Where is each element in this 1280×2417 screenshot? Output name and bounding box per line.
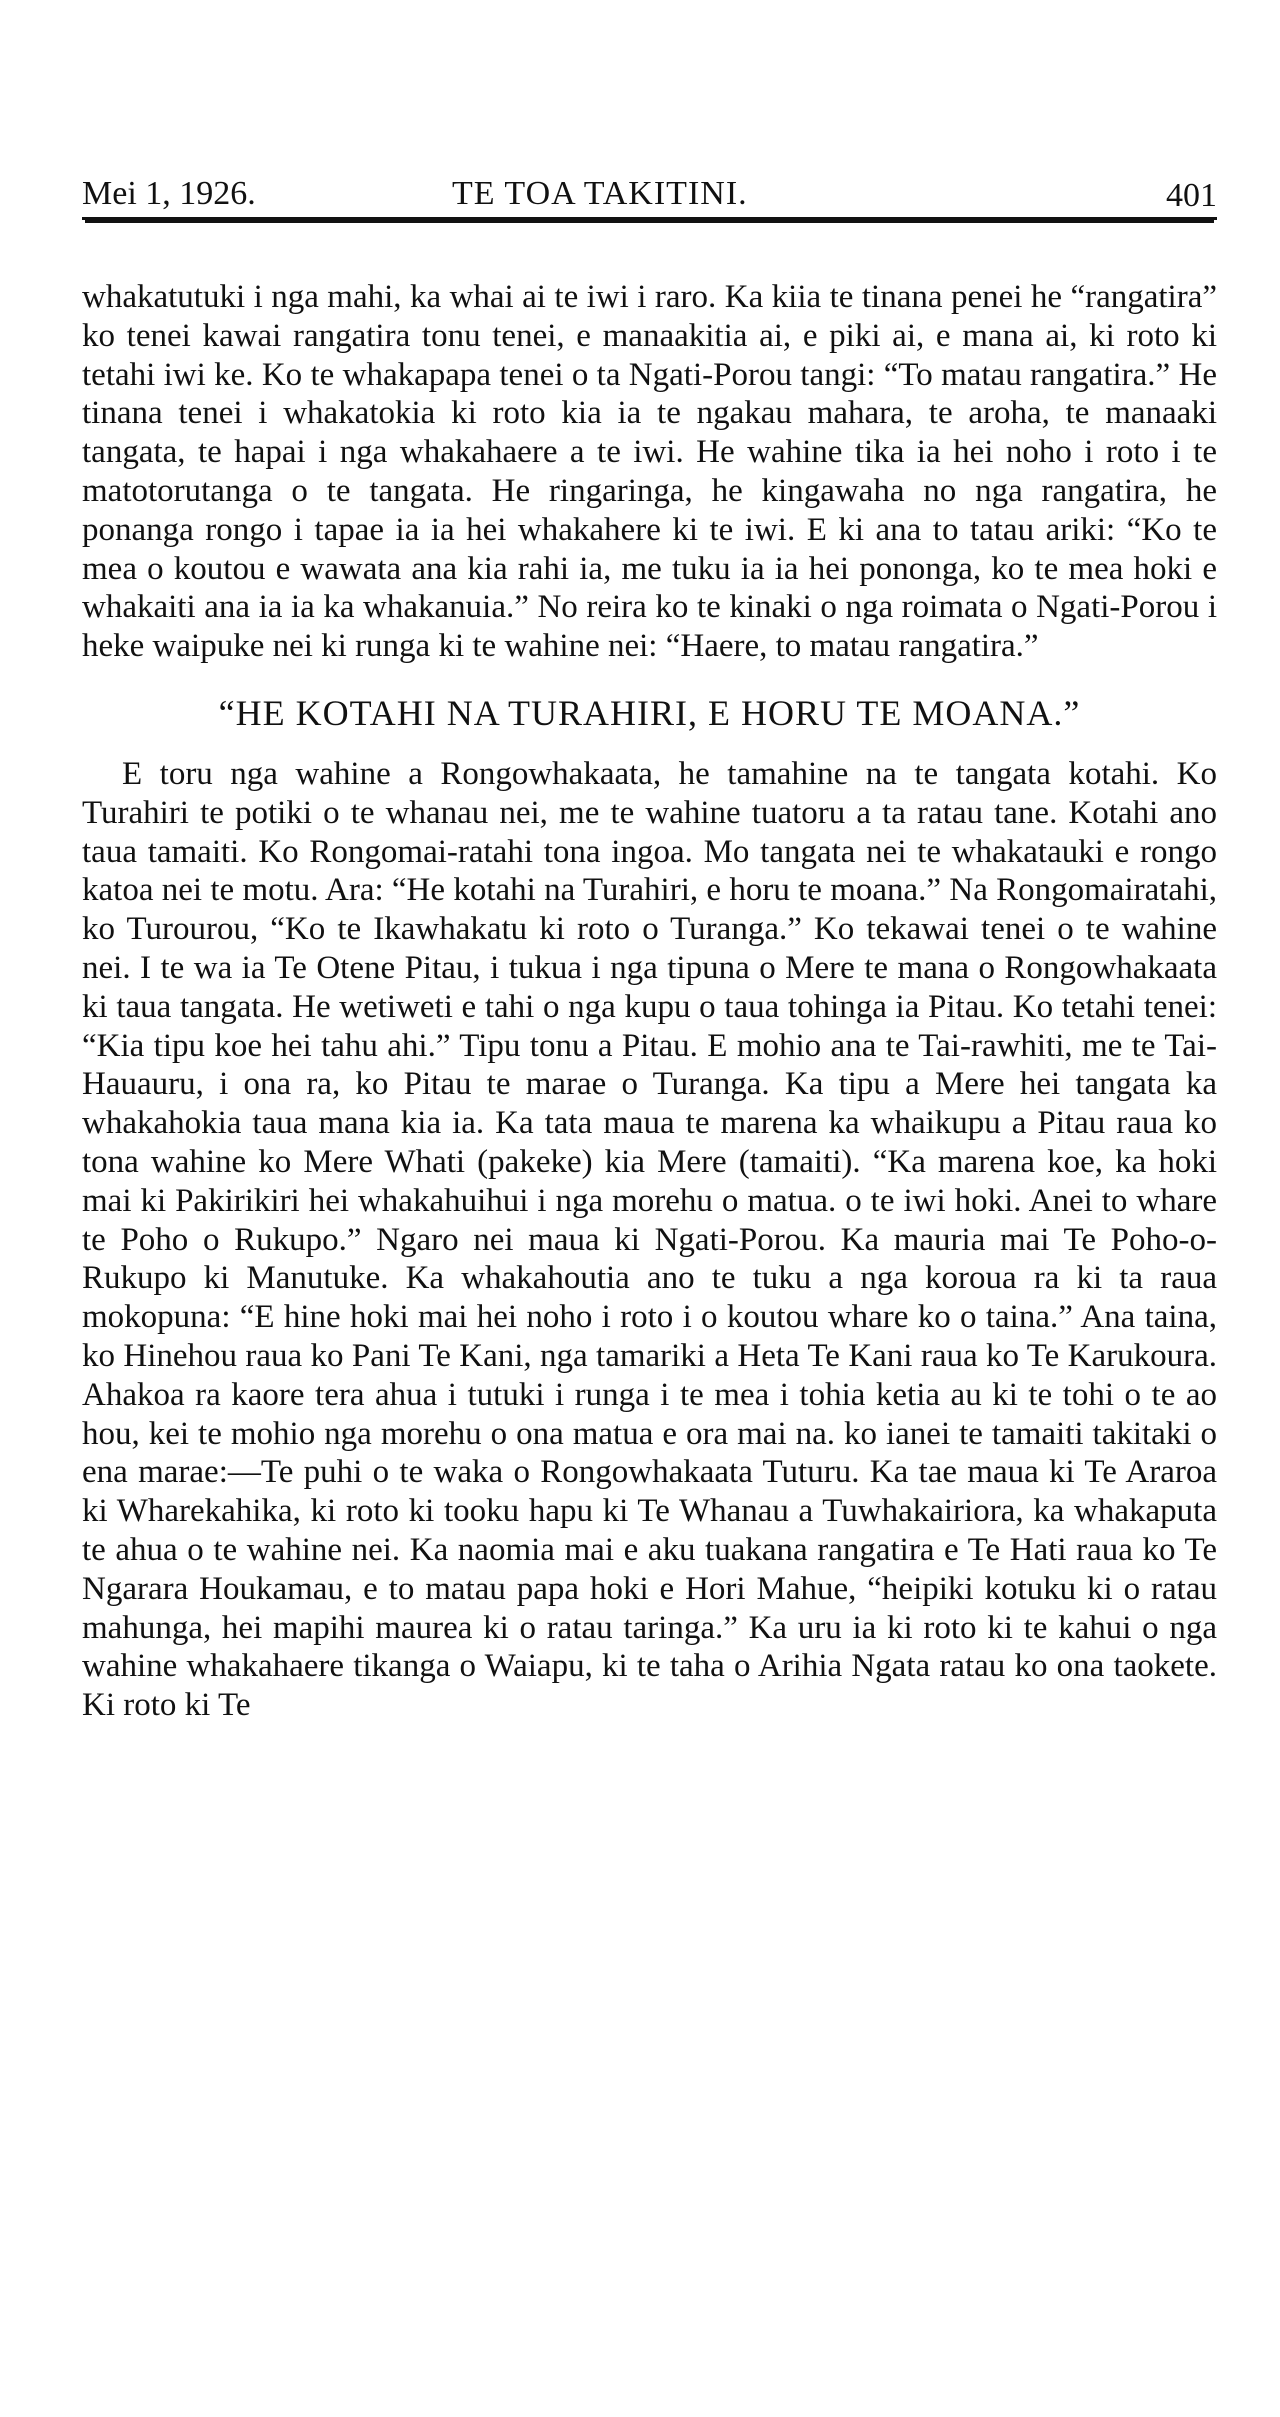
article-body bbox=[82, 278, 1217, 1725]
issue-date: Mei 1, 1926. bbox=[82, 175, 256, 212]
paragraph-continued: whakatutuki i nga mahi, ka whai ai te iwi i raro. Ka kiia te tinana penei he “rangatira” ko tenei kawai rangatira tonu tenei, e manaakitia ai, e piki ai, e mana ai, ki roto ki tetahi iwi ke. Ko te whakapapa tenei o ta Ngati-Porou tangi: “To matau rangatira.” He tinana tenei i whakatokia ki roto kia ia te ngakau mahara, te aroha, te manaaki tangata, te hapai i nga whakahaere a te iwi. He wahine tika ia hei noho i roto i te matotorutanga o te tangata. He ringaringa, he kingawaha no nga rangatira, he ponanga rongo i tapae ia ia hei whakahere ki te iwi. E ki ana to tatau ariki: “Ko te mea o koutou e wawata ana kia rahi ia, me tuku ia ia hei pononga, ko te mea hoki e whakaiti ana ia ia ka whakanuia.” No reira ko te kinaki o nga roimata o Ngati-Porou i heke waipuke nei ki runga ki te wahine nei: “Haere, to matau rangatira.” bbox=[82, 279, 1217, 665]
page-header bbox=[82, 175, 1217, 220]
page-number: 401 bbox=[1166, 177, 1217, 214]
publication-title: TE TOA TAKITINI. bbox=[452, 175, 748, 212]
section-heading: “HE KOTAHI NA TURAHIRI, E HORU TE MOANA.” bbox=[218, 692, 1081, 733]
paragraph-section: E toru nga wahine a Rongowhakaata, he tamahine na te tangata kotahi. Ko Turahiri te potiki o te whanau nei, me te wahine tuatoru a ta ratau tane. Kotahi ano taua tamaiti. Ko Rongomai-ratahi tona ingoa. Mo tangata nei te whakatauki e rongo katoa nei te motu. Ara: “He kotahi na Turahiri, e horu te moana.” Na Rongomairatahi, ko Turourou, “Ko te Ikawhakatu ki roto o Turanga.” Ko tekawai tenei o te wahine nei. I te wa ia Te Otene Pitau, i tukua i nga tipuna o Mere te mana o Rongowhakaata ki taua tangata. He wetiweti e tahi o nga kupu o taua tohinga ia Pitau. Ko tetahi tenei: “Kia tipu koe hei tahu ahi.” Tipu tonu a Pitau. E mohio ana te Tai-rawhiti, me te Tai-Hauauru, i ona ra, ko Pitau te marae o Turanga. Ka tipu a Mere hei tangata ka whakahokia taua mana kia ia. Ka tata maua te marena ka whaikupu a Pitau raua ko tona wahine ko Mere Whati (pakeke) kia Mere (tamaiti). “Ka marena koe, ka hoki mai ki Pakirikiri hei whakahuihui i nga morehu o matua. o te iwi hoki. Anei to whare te Poho o Rukupo.” Ngaro nei maua ki Ngati-Porou. Ka mauria mai Te Poho-o-Rukupo ki Manutuke. Ka whakahoutia ano te tuku a nga koroua ra ki ta raua mokopuna: “E hine hoki mai hei noho i roto i o koutou whare ko o taina.” Ana taina, ko Hinehou raua ko Pani Te Kani, nga tamariki a Heta Te Kani raua ko Te Karukoura. Ahakoa ra kaore tera ahua i tutuki i runga i te mea i tohia ketia au ki te tohi o te ao hou, kei te mohio nga morehu o ona matua e ora mai na. ko ianei te tamaiti takitaki o ena marae:—Te puhi o te waka o Rongowhakaata Tuturu. Ka tae maua ki Te Araroa ki Wharekahika, ki roto ki tooku hapu ki Te Whanau a Tuwhakairiora, ka whakaputa te ahua o te wahine nei. Ka naomia mai e aku tuakana rangatira e Te Hati raua ko Te Ngarara Houkamau, e to matau papa hoki e Hori Mahue, “heipiki kotuku ki o ratau mahunga, hei mapihi maurea ki o ratau taringa.” Ka uru ia ki roto ki te kahui o nga wahine whakahaere tikanga o Waiapu, ki te taha o Arihia Ngata ratau ko ona taokete. Ki roto ki Te bbox=[82, 755, 1217, 1724]
